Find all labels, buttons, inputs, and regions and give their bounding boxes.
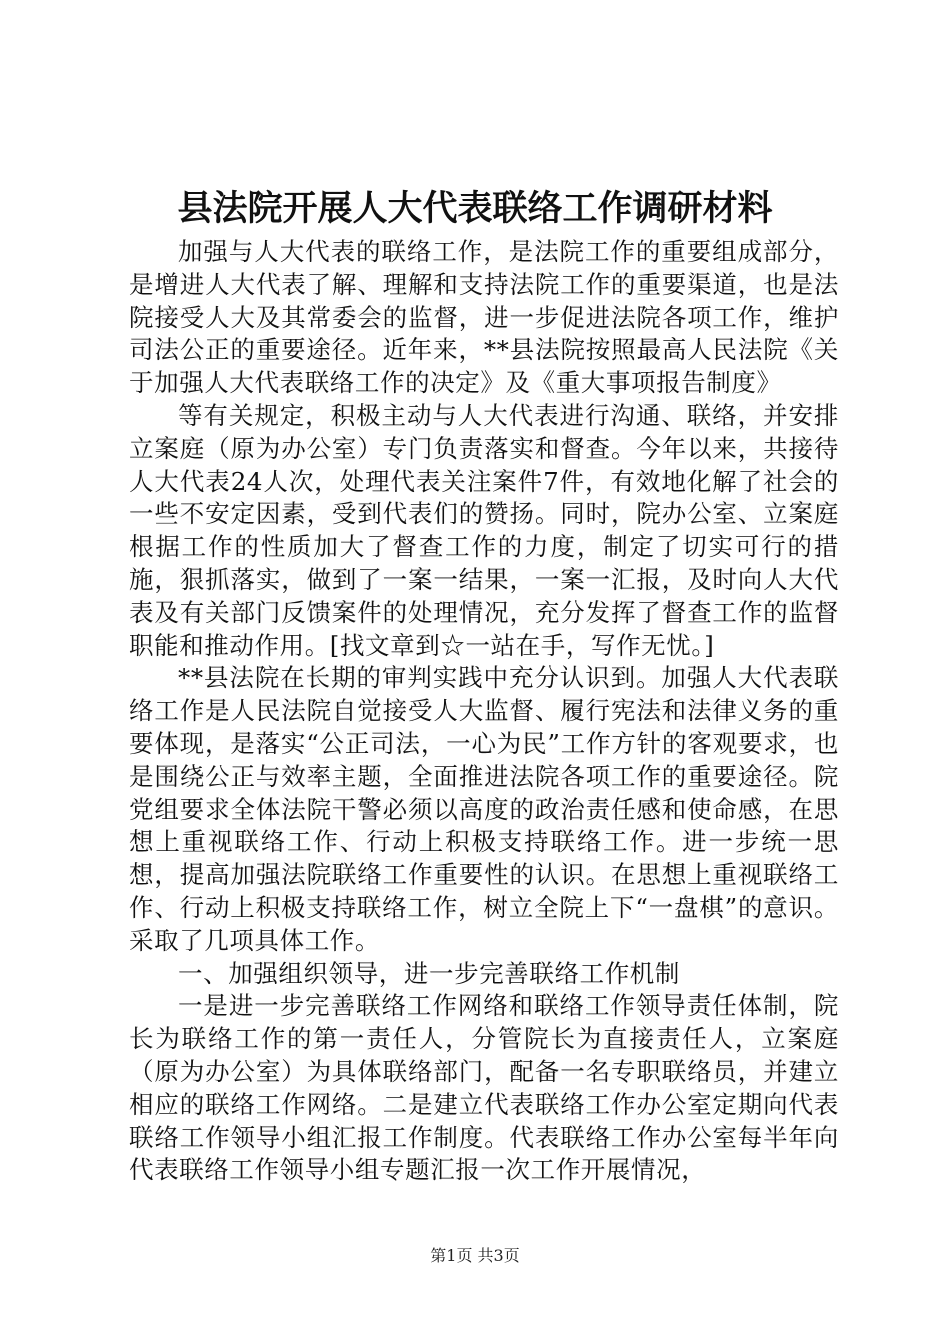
page-footer: 第1页 共3页: [430, 1246, 520, 1265]
paragraph-4: 一是进一步完善联络工作网络和联络工作领导责任体制，院长为联络工作的第一责任人，分管院长为直接责任人，立案庭（原为办公室）为具体联络部门，配备一名专职联络员，并建立相应的联络工作网络。二是建立代表联络工作办公室定期向代表联络工作领导小组汇报工作制度。代表联络工作办公室每半年向代表联络工作领导小组专题汇报一次工作开展情况，: [129, 991, 839, 1185]
paragraph-2: 等有关规定，积极主动与人大代表进行沟通、联络，并安排立案庭（原为办公室）专门负责落实和督查。今年以来，共接待人大代表24人次，处理代表关注案件7件，有效地化解了社会的一些不安定因素，受到代表们的赞扬。同时，院办公室、立案庭根据工作的性质加大了督查工作的力度，制定了切实可行的措施，狠抓落实，做到了一案一结果，一案一汇报，及时向人大代表及有关部门反馈案件的处理情况，充分发挥了督查工作的监督职能和推动作用。[找文章到☆一站在手，写作无忧。]: [129, 400, 839, 660]
paragraph-1: 加强与人大代表的联络工作，是法院工作的重要组成部分，是增进人大代表了解、理解和支持法院工作的重要渠道，也是法院接受人大及其常委会的监督，进一步促进法院各项工作，维护司法公正的重要途径。近年来，**县法院按照最高人民法院《关于加强人大代表联络工作的决定》及《重大事项报告制度》: [129, 237, 839, 398]
paragraph-3: **县法院在长期的审判实践中充分认识到。加强人大代表联络工作是人民法院自觉接受人大监督、履行宪法和法律义务的重要体现，是落实“公正司法，一心为民”工作方针的客观要求，也是围绕公正与效率主题，全面推进法院各项工作的重要途径。院党组要求全体法院干警必须以高度的政治责任感和使命感，在思想上重视联络工作、行动上积极支持联络工作。进一步统一思想，提高加强法院联络工作重要性的认识。在思想上重视联络工作、行动上积极支持联络工作，树立全院上下“一盘棋”的意识。采取了几项具体工作。: [129, 663, 839, 955]
section-heading-1: 一、加强组织领导，进一步完善联络工作机制: [178, 958, 680, 988]
document-body: [129, 236, 839, 1187]
document-title: 县法院开展人大代表联络工作调研材料: [177, 188, 773, 229]
